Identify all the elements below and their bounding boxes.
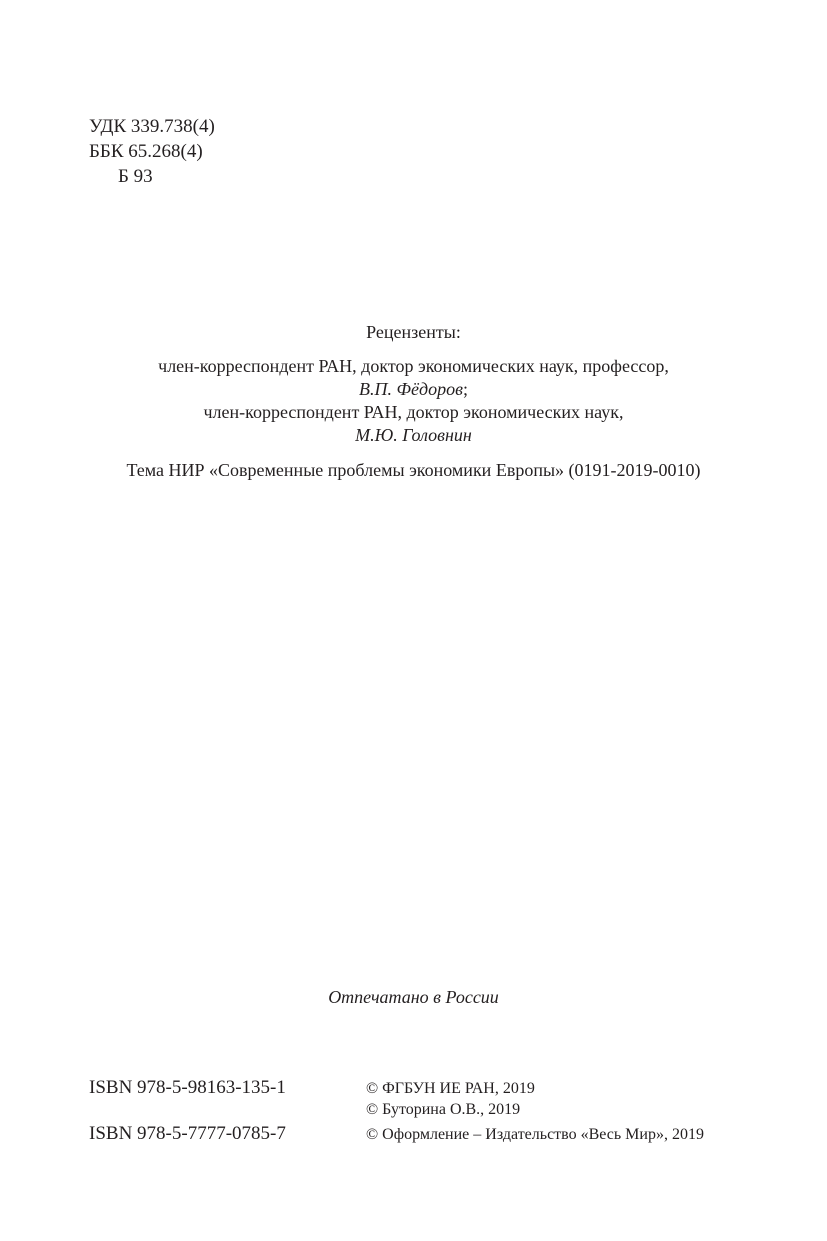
copyright-design: © Оформление – Издательство «Весь Мир», 2019: [366, 1126, 704, 1143]
printed-in-russia: Отпечатано в России: [328, 987, 499, 1007]
reviewer-1-credentials: член-корреспондент РАН, доктор экономических наук, профессор,: [158, 356, 669, 376]
copyright-institute: © ФГБУН ИЕ РАН, 2019: [366, 1080, 535, 1097]
reviewer-1-name-line: [0, 378, 827, 401]
research-topic: Тема НИР «Современные проблемы экономики Европы» (0191-2019-0010): [126, 460, 701, 480]
reviewer-2-name: М.Ю. Головнин: [355, 425, 472, 445]
reviewers-title: Рецензенты:: [366, 322, 461, 342]
author-mark: Б 93: [118, 166, 153, 187]
reviewer-2-credentials: член-корреспондент РАН, доктор экономических наук,: [203, 402, 624, 422]
reviewer-1-name: В.П. Фёдоров: [359, 379, 463, 399]
reviewers-list: [0, 355, 827, 447]
bbk-code: ББК 65.268(4): [89, 141, 203, 162]
isbn-1: ISBN 978-5-98163-135-1: [89, 1077, 286, 1098]
isbn-2: ISBN 978-5-7777-0785-7: [89, 1123, 286, 1144]
classification-codes: [89, 114, 215, 189]
udk-code: УДК 339.738(4): [89, 116, 215, 137]
reviewer-separator: ;: [462, 379, 468, 399]
copyright-block: [366, 1078, 704, 1145]
copyright-author: © Буторина О.В., 2019: [366, 1101, 521, 1118]
